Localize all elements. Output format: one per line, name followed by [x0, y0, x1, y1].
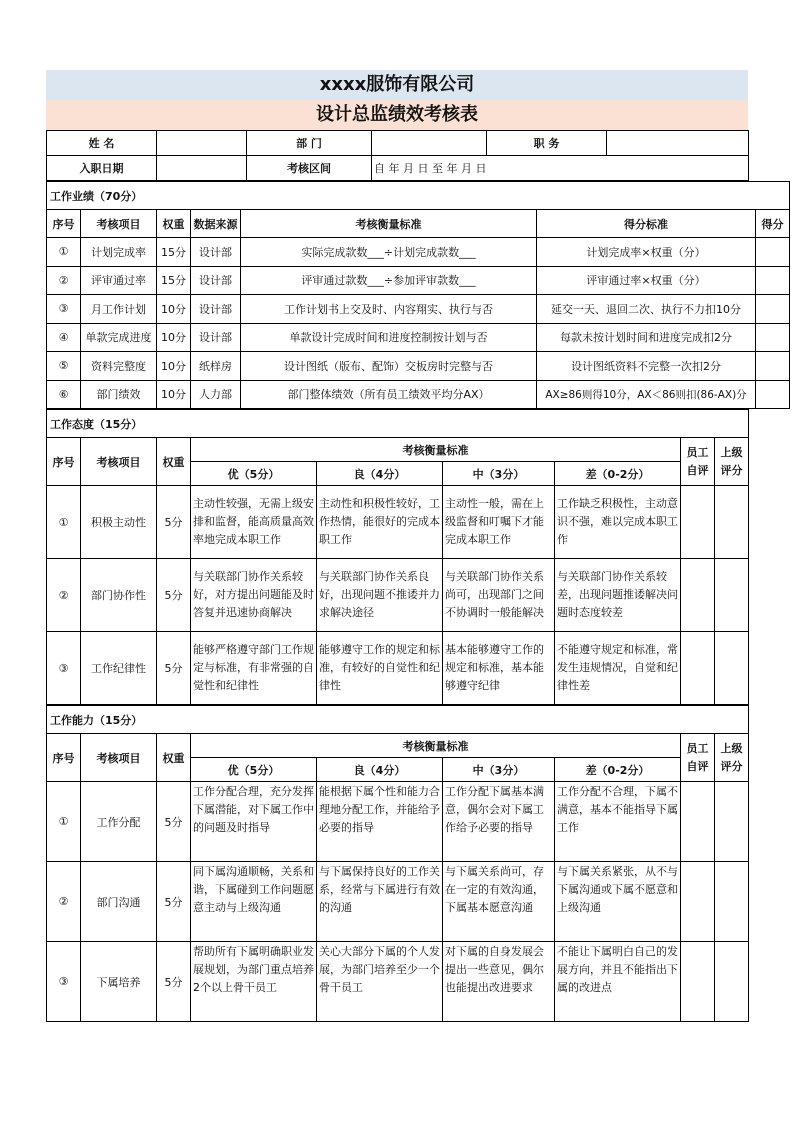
- table-row: [47, 486, 749, 559]
- row-item: 下属培养: [81, 942, 157, 1022]
- cell-poor: 工作缺乏积极性，主动意识不强，难以完成本职工作: [555, 486, 681, 559]
- form-title: 设计总监绩效考核表: [46, 100, 748, 130]
- section-performance-title: 工作业绩（70分）: [47, 182, 790, 210]
- supervisor-eval-cell[interactable]: [715, 486, 749, 559]
- row-standard: 评审通过款数___÷参加评审款数___: [241, 266, 537, 295]
- score-cell[interactable]: [756, 238, 790, 267]
- row-weight: 10分: [157, 323, 191, 352]
- supervisor-eval-cell[interactable]: [715, 559, 749, 632]
- self-eval-cell[interactable]: [681, 942, 715, 1022]
- col-no: 序号: [47, 734, 81, 782]
- col-good: 良（4分）: [317, 758, 443, 782]
- self-eval-cell[interactable]: [681, 559, 715, 632]
- table-row: [47, 559, 749, 632]
- cell-poor: 工作分配不合理，下属不满意，基本不能指导下属工作: [555, 782, 681, 862]
- col-self-eval: 员工自评: [681, 438, 715, 486]
- row-no: ②: [47, 862, 81, 942]
- attitude-table: [46, 409, 749, 705]
- table-row: [47, 862, 749, 942]
- dept-label: 部 门: [247, 131, 372, 156]
- col-score-standard: 得分标准: [537, 210, 756, 238]
- row-weight: 5分: [157, 942, 191, 1022]
- table-row: [47, 632, 749, 705]
- period-field[interactable]: 自 年 月 日 至 年 月 日: [372, 156, 749, 181]
- score-cell[interactable]: [756, 323, 790, 352]
- supervisor-eval-cell[interactable]: [715, 862, 749, 942]
- row-item: 资料完整度: [81, 352, 157, 381]
- self-eval-cell[interactable]: [681, 782, 715, 862]
- table-row: [47, 352, 790, 381]
- col-supervisor-eval: 上级评分: [715, 438, 749, 486]
- cell-medium: 主动性一般，需在上级监督和叮嘱下才能完成本职工作: [443, 486, 555, 559]
- cell-good: 能根据下属个性和能力合理地分配工作，并能给予必要的指导: [317, 782, 443, 862]
- row-weight: 10分: [157, 380, 191, 409]
- self-eval-cell[interactable]: [681, 862, 715, 942]
- join-date-label: 入职日期: [47, 156, 157, 181]
- row-no: ③: [47, 632, 81, 705]
- row-item: 积极主动性: [81, 486, 157, 559]
- row-standard: 部门整体绩效（所有员工绩效平均分AX）: [241, 380, 537, 409]
- col-standard: 考核衡量标准: [191, 438, 681, 462]
- col-supervisor-eval: 上级评分: [715, 734, 749, 782]
- row-weight: 5分: [157, 782, 191, 862]
- supervisor-eval-cell[interactable]: [715, 782, 749, 862]
- name-label: 姓 名: [47, 131, 157, 156]
- period-label: 考核区间: [247, 156, 372, 181]
- table-row: [47, 238, 790, 267]
- cell-excellent: 帮助所有下属明确职业发展规划，为部门重点培养2个以上骨干员工: [191, 942, 317, 1022]
- row-weight: 5分: [157, 486, 191, 559]
- cell-good: 主动性和积极性较好，工作热情，能很好的完成本职工作: [317, 486, 443, 559]
- cell-good: 与下属保持良好的工作关系，经常与下属进行有效的沟通: [317, 862, 443, 942]
- row-item: 工作分配: [81, 782, 157, 862]
- table-row: [47, 782, 749, 862]
- col-poor: 差（0-2分）: [555, 758, 681, 782]
- row-item: 计划完成率: [81, 238, 157, 267]
- company-name: xxxx服饰有限公司: [46, 70, 748, 100]
- col-excellent: 优（5分）: [191, 462, 317, 486]
- cell-poor: 与下属关系紧张，从不与下属沟通或下属不愿意和上级沟通: [555, 862, 681, 942]
- cell-excellent: 能够严格遵守部门工作规定与标准，有非常强的自觉性和纪律性: [191, 632, 317, 705]
- score-cell[interactable]: [756, 266, 790, 295]
- row-weight: 10分: [157, 352, 191, 381]
- row-item: 工作纪律性: [81, 632, 157, 705]
- self-eval-cell[interactable]: [681, 632, 715, 705]
- col-self-eval: 员工自评: [681, 734, 715, 782]
- ability-table: [46, 705, 749, 1022]
- position-label: 职 务: [487, 131, 607, 156]
- col-weight: 权重: [157, 438, 191, 486]
- row-source: 纸样房: [191, 352, 241, 381]
- col-source: 数据来源: [191, 210, 241, 238]
- row-weight: 15分: [157, 266, 191, 295]
- row-no: ⑤: [47, 352, 81, 381]
- col-weight: 权重: [157, 210, 191, 238]
- row-no: ①: [47, 486, 81, 559]
- row-item: 部门沟通: [81, 862, 157, 942]
- row-standard: 工作计划书上交及时、内容翔实、执行与否: [241, 295, 537, 324]
- col-item: 考核项目: [81, 438, 157, 486]
- cell-excellent: 同下属沟通顺畅，关系和谐，下属碰到工作问题愿意主动与上级沟通: [191, 862, 317, 942]
- dept-field[interactable]: [372, 131, 487, 156]
- cell-excellent: 主动性较强，无需上级安排和监督，能高质量高效率地完成本职工作: [191, 486, 317, 559]
- col-item: 考核项目: [81, 734, 157, 782]
- col-item: 考核项目: [81, 210, 157, 238]
- col-no: 序号: [47, 210, 81, 238]
- row-score-standard: 评审通过率×权重（分）: [537, 266, 756, 295]
- row-item: 部门绩效: [81, 380, 157, 409]
- join-date-field[interactable]: [157, 156, 247, 181]
- section-attitude-title: 工作态度（15分）: [47, 410, 749, 438]
- cell-medium: 与下属关系尚可，存在一定的有效沟通，下属基本愿意沟通: [443, 862, 555, 942]
- cell-medium: 对下属的自身发展会提出一些意见，偶尔也能提出改进要求: [443, 942, 555, 1022]
- cell-excellent: 工作分配合理，充分发挥下属潜能，对下属工作中的问题及时指导: [191, 782, 317, 862]
- table-row: [47, 266, 790, 295]
- row-no: ②: [47, 266, 81, 295]
- row-score-standard: 每款未按计划时间和进度完成扣2分: [537, 323, 756, 352]
- supervisor-eval-cell[interactable]: [715, 632, 749, 705]
- col-score: 得分: [756, 210, 790, 238]
- row-standard: 单款设计完成时间和进度控制按计划与否: [241, 323, 537, 352]
- row-item: 评审通过率: [81, 266, 157, 295]
- row-weight: 10分: [157, 295, 191, 324]
- row-no: ⑥: [47, 380, 81, 409]
- table-row: [47, 942, 749, 1022]
- row-source: 设计部: [191, 266, 241, 295]
- supervisor-eval-cell[interactable]: [715, 942, 749, 1022]
- cell-good: 能够遵守工作的规定和标准，有较好的自觉性和纪律性: [317, 632, 443, 705]
- row-item: 部门协作性: [81, 559, 157, 632]
- table-row: [47, 323, 790, 352]
- col-medium: 中（3分）: [443, 462, 555, 486]
- row-weight: 15分: [157, 238, 191, 267]
- cell-excellent: 与关联部门协作关系较好，对方提出问题能及时答复并迅速协商解决: [191, 559, 317, 632]
- row-standard: 实际完成款数___÷计划完成款数___: [241, 238, 537, 267]
- table-row: [47, 295, 790, 324]
- score-cell[interactable]: [756, 295, 790, 324]
- cell-medium: 基本能够遵守工作的规定和标准，基本能够遵守纪律: [443, 632, 555, 705]
- row-no: ②: [47, 559, 81, 632]
- row-weight: 5分: [157, 862, 191, 942]
- row-no: ③: [47, 942, 81, 1022]
- score-cell[interactable]: [756, 352, 790, 381]
- col-poor: 差（0-2分）: [555, 462, 681, 486]
- col-good: 良（4分）: [317, 462, 443, 486]
- cell-good: 与关联部门协作关系良好，出现问题不推诿并力求解决途径: [317, 559, 443, 632]
- col-no: 序号: [47, 438, 81, 486]
- col-standard: 考核衡量标准: [191, 734, 681, 758]
- info-table: [46, 130, 749, 181]
- row-item: 月工作计划: [81, 295, 157, 324]
- row-no: ①: [47, 238, 81, 267]
- name-field[interactable]: [157, 131, 247, 156]
- col-excellent: 优（5分）: [191, 758, 317, 782]
- row-source: 设计部: [191, 295, 241, 324]
- row-weight: 5分: [157, 559, 191, 632]
- position-field[interactable]: [607, 131, 749, 156]
- row-no: ①: [47, 782, 81, 862]
- col-standard: 考核衡量标准: [241, 210, 537, 238]
- section-ability-title: 工作能力（15分）: [47, 706, 749, 734]
- row-item: 单款完成进度: [81, 323, 157, 352]
- row-score-standard: 计划完成率×权重（分）: [537, 238, 756, 267]
- row-score-standard: 设计图纸资料不完整一次扣2分: [537, 352, 756, 381]
- row-source: 人力部: [191, 380, 241, 409]
- row-standard: 设计图纸（版布、配饰）交板房时完整与否: [241, 352, 537, 381]
- row-source: 设计部: [191, 238, 241, 267]
- cell-medium: 工作分配下属基本满意，偶尔会对下属工作给予必要的指导: [443, 782, 555, 862]
- row-source: 设计部: [191, 323, 241, 352]
- cell-medium: 与关联部门协作关系尚可，出现部门之间不协调时一般能解决: [443, 559, 555, 632]
- table-row: [47, 380, 790, 409]
- performance-table: [46, 181, 790, 409]
- row-score-standard: 延交一天、退回二次、执行不力扣10分: [537, 295, 756, 324]
- col-medium: 中（3分）: [443, 758, 555, 782]
- row-no: ④: [47, 323, 81, 352]
- cell-good: 关心大部分下属的个人发展，为部门培养至少一个骨干员工: [317, 942, 443, 1022]
- score-cell[interactable]: [756, 380, 790, 409]
- col-weight: 权重: [157, 734, 191, 782]
- cell-poor: 不能遵守规定和标准，常发生违规情况，自觉和纪律性差: [555, 632, 681, 705]
- self-eval-cell[interactable]: [681, 486, 715, 559]
- row-no: ③: [47, 295, 81, 324]
- cell-poor: 不能让下属明白自己的发展方向，并且不能指出下属的改进点: [555, 942, 681, 1022]
- row-score-standard: AX≥86则得10分，AX＜86则扣(86-AX)分: [537, 380, 756, 409]
- row-weight: 5分: [157, 632, 191, 705]
- cell-poor: 与关联部门协作关系较差，出现问题推诿解决问题时态度较差: [555, 559, 681, 632]
